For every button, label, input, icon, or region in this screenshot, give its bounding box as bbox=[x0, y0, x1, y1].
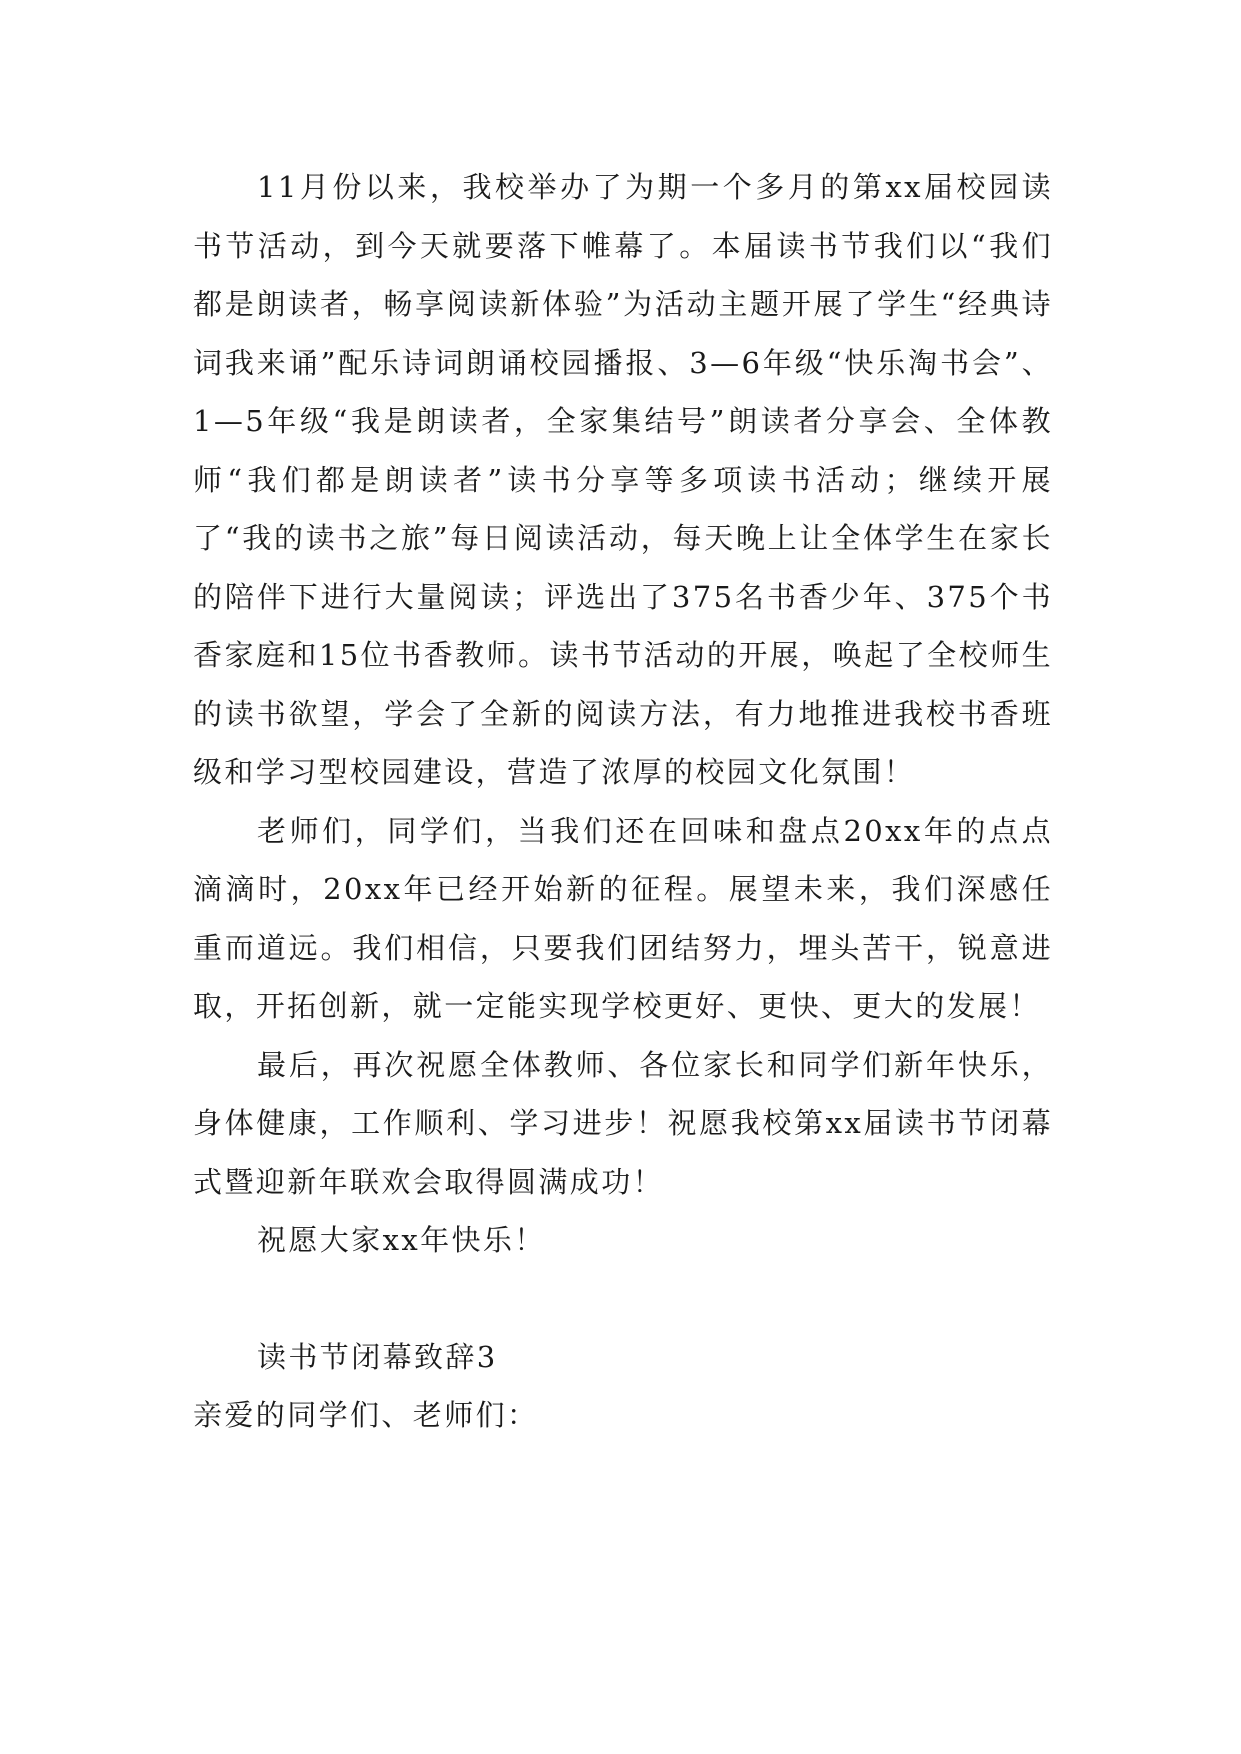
paragraph-new-year-greeting: 祝愿大家xx年快乐！ bbox=[257, 1223, 546, 1257]
section-spacer bbox=[193, 1270, 1053, 1328]
section-heading: 读书节闭幕致辞3 bbox=[257, 1339, 498, 1374]
document-body bbox=[193, 158, 1053, 1445]
salutation: 亲爱的同学们、老师们： bbox=[193, 1398, 539, 1432]
paragraph-looking-ahead: 老师们，同学们，当我们还在回味和盘点20xx年的点点滴滴时，20xx年已经开始新的征程。展望未来，我们深感任重而道远。我们相信，只要我们团结努力，埋头苦干，锐意进取，开拓创新，就一定能实现学校更好、更快、更大的发展！ bbox=[193, 813, 1053, 1023]
paragraph-best-wishes: 最后，再次祝愿全体教师、各位家长和同学们新年快乐，身体健康，工作顺利、学习进步！祝愿我校第xx届读书节闭幕式暨迎新年联欢会取得圆满成功！ bbox=[193, 1047, 1053, 1199]
paragraph-reading-festival-summary: 11月份以来，我校举办了为期一个多月的第xx届校园读书节活动，到今天就要落下帷幕了。本届读书节我们以“我们都是朗读者，畅享阅读新体验”为活动主题开展了学生“经典诗词我来诵”配乐诗词朗诵校园播报、3—6年级“快乐淘书会”、1—5年级“我是朗读者，全家集结号”朗读者分享会、全体教师“我们都是朗读者”读书分享等多项读书活动；继续开展了“我的读书之旅”每日阅读活动，每天晚上让全体学生在家长的陪伴下进行大量阅读；评选出了375名书香少年、375个书香家庭和15位书香教师。读书节活动的开展，唤起了全校师生的读书欲望，学会了全新的阅读方法，有力地推进我校书香班级和学习型校园建设，营造了浓厚的校园文化氛围！ bbox=[193, 170, 1053, 789]
